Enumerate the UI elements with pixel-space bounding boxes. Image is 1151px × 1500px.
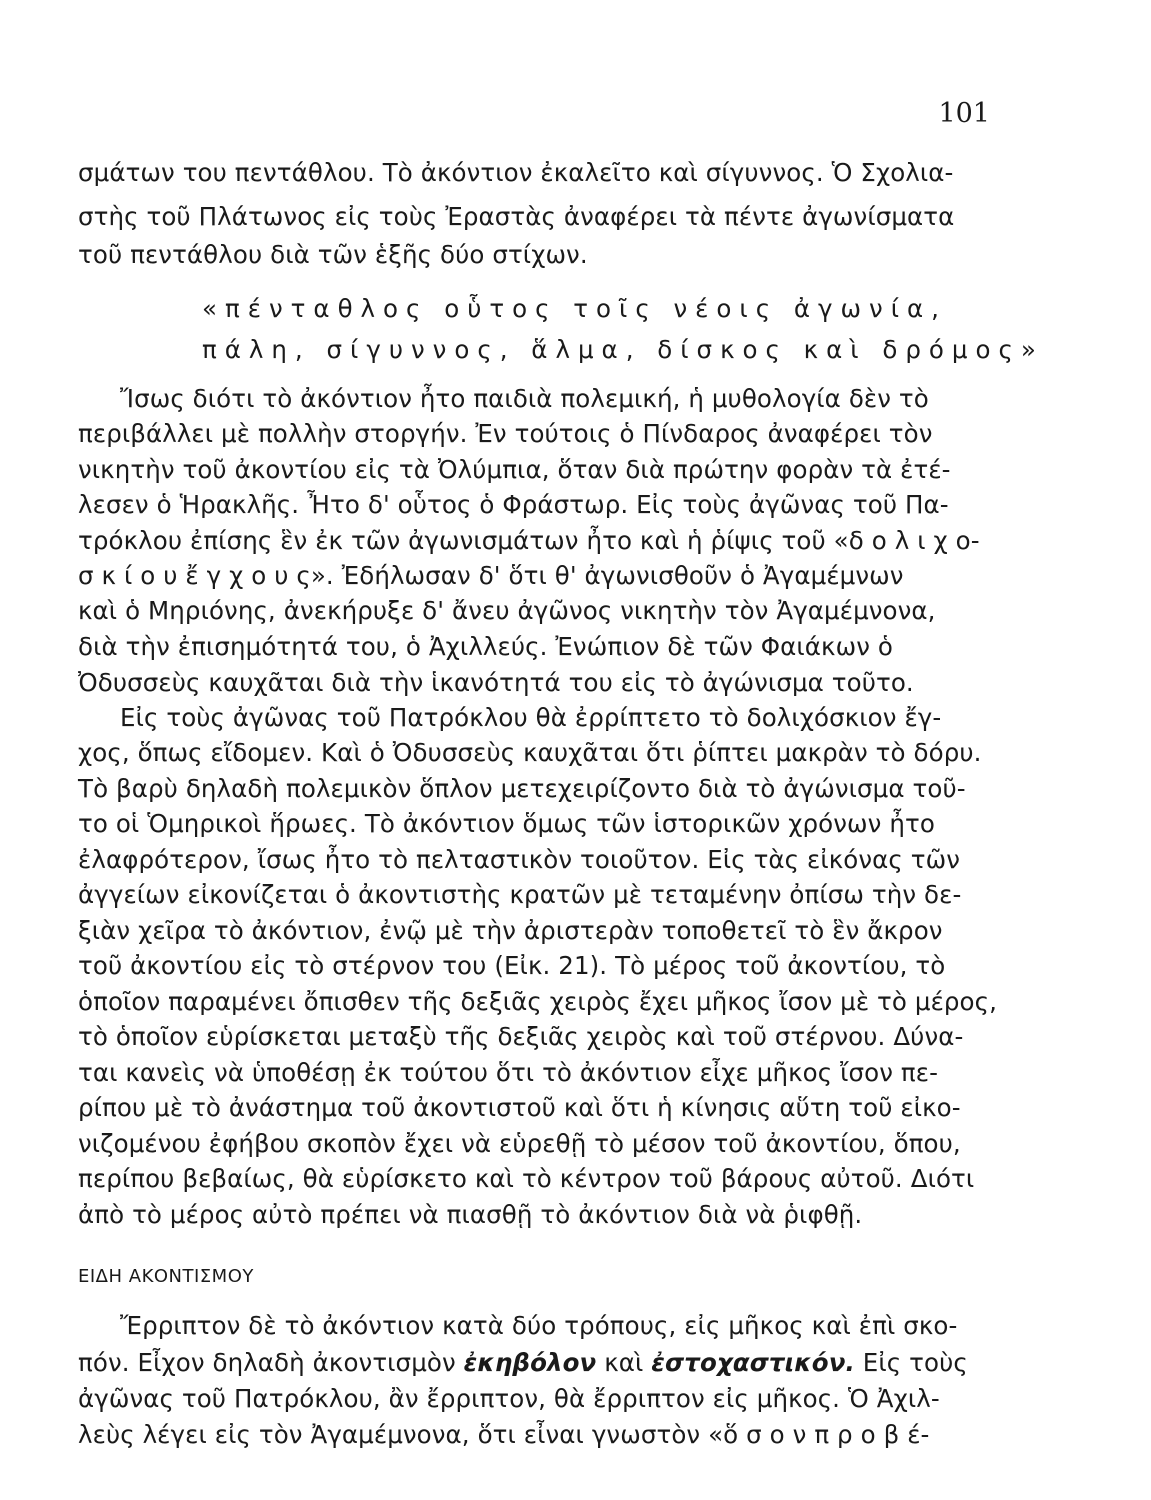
text-line: νιζομένου ἐφήβου σκοπὸν ἔχει νὰ εὑρεθῇ τὸ μέσον τοῦ ἀκοντίου, ὅπου,	[78, 1129, 961, 1158]
text-fragment: Εἰς τοὺς	[854, 1348, 968, 1377]
text-line: περίπου βεβαίως, θὰ εὑρίσκετο καὶ τὸ κέντρον τοῦ βάρους αὐτοῦ. Διότι	[78, 1164, 975, 1193]
text-line: ἀπὸ τὸ μέρος αὐτὸ πρέπει νὰ πιασθῇ τὸ ἀκόντιον διὰ νὰ ῥιφθῇ.	[78, 1200, 863, 1229]
page-number: 101	[938, 98, 990, 129]
text-line: Ὀδυσσεὺς καυχᾶται διὰ τὴν ἱκανότητά του εἰς τὸ ἀγώνισμα τοῦτο.	[78, 668, 914, 697]
text-line: Εἰς τοὺς ἀγῶνας τοῦ Πατρόκλου θὰ ἐρρίπτετο τὸ δολιχόσκιον ἔγ-	[120, 703, 942, 732]
text-line: λεσεν ὁ Ἡρακλῆς. Ἦτο δ' οὗτος ὁ Φράστωρ. Εἰς τοὺς ἀγῶνας τοῦ Πα-	[78, 490, 949, 519]
text-line: Ἔρριπτον δὲ τὸ ἀκόντιον κατὰ δύο τρόπους, εἰς μῆκος καὶ ἐπὶ σκο-	[120, 1311, 958, 1340]
text-line: το οἱ Ὁμηρικοὶ ἥρωες. Τὸ ἀκόντιον ὅμως τῶν ἱστορικῶν χρόνων ἦτο	[78, 809, 935, 838]
text-line: καὶ ὁ Μηριόνης, ἀνεκήρυξε δ' ἄνευ ἀγῶνος νικητὴν τὸν Ἀγαμέμνονα,	[78, 596, 936, 625]
section-heading: ΕΙΔΗ ΑΚΟΝΤΙΣΜΟΥ	[78, 1266, 254, 1287]
text-line: ὁποῖον παραμένει ὄπισθεν τῆς δεξιᾶς χειρὸς ἔχει μῆκος ἴσον μὲ τὸ μέρος,	[78, 987, 998, 1016]
text-line: διὰ τὴν ἐπισημότητά του, ὁ Ἀχιλλεύς. Ἐνώπιον δὲ τῶν Φαιάκων ὁ	[78, 632, 893, 661]
text-line: περιβάλλει μὲ πολλὴν στοργήν. Ἐν τούτοις ὁ Πίνδαρος ἀναφέρει τὸν	[78, 419, 933, 448]
text-line: τοῦ ἀκοντίου εἰς τὸ στέρνον του (Εἰκ. 21). Τὸ μέρος τοῦ ἀκοντίου, τὸ	[78, 951, 946, 980]
text-line: ἀγῶνας τοῦ Πατρόκλου, ἂν ἔρριπτον, θὰ ἔρριπτον εἰς μῆκος. Ὁ Ἀχιλ-	[78, 1384, 940, 1413]
text-line: τὸ ὁποῖον εὑρίσκεται μεταξὺ τῆς δεξιᾶς χειρὸς καὶ τοῦ στέρνου. Δύνα-	[78, 1022, 964, 1051]
text-fragment: πόν. Εἶχον δηλαδὴ ἀκοντισμὸν	[78, 1348, 464, 1377]
text-line: λεὺς λέγει εἰς τὸν Ἀγαμέμνονα, ὅτι εἶναι γνωστὸν «ὅ σ ο ν π ρ ο β έ-	[78, 1420, 930, 1449]
text-line: Ἴσως διότι τὸ ἀκόντιον ἦτο παιδιὰ πολεμική, ἡ μυθολογία δὲν τὸ	[120, 384, 929, 413]
text-line: ἀγγείων εἰκονίζεται ὁ ἀκοντιστὴς κρατῶν μὲ τεταμένην ὀπίσω τὴν δε-	[78, 880, 962, 909]
verse-line: «πένταθλος οὗτος τοῖς νέοις ἀγωνία,	[202, 294, 947, 323]
text-line: σ κ ί ο υ ἔ γ χ ο υ ς». Ἐδήλωσαν δ' ὅτι θ' ἀγωνισθοῦν ὁ Ἀγαμέμνων	[78, 561, 904, 590]
text-line: τοῦ πεντάθλου διὰ τῶν ἑξῆς δύο στίχων.	[78, 240, 588, 269]
emphasis-term: ἐκηβόλον	[463, 1348, 597, 1377]
text-line: χος, ὅπως εἴδομεν. Καὶ ὁ Ὀδυσσεὺς καυχᾶται ὅτι ῥίπτει μακρὰν τὸ δόρυ.	[78, 738, 982, 767]
text-line: Τὸ βαρὺ δηλαδὴ πολεμικὸν ὅπλον μετεχειρίζοντο διὰ τὸ ἀγώνισμα τοῦ-	[78, 774, 966, 803]
text-fragment: καὶ	[596, 1348, 652, 1377]
text-line: ξιὰν χεῖρα τὸ ἀκόντιον, ἐνῷ μὲ τὴν ἀριστερὰν τοποθετεῖ τὸ ἓν ἄκρον	[78, 916, 943, 945]
text-line: ρίπου μὲ τὸ ἀνάστημα τοῦ ἀκοντιστοῦ καὶ ὅτι ἡ κίνησις αὕτη τοῦ εἰκο-	[78, 1093, 961, 1122]
emphasis-term: ἐστοχαστικόν.	[651, 1348, 855, 1377]
text-line: ται κανεὶς νὰ ὑποθέσῃ ἐκ τούτου ὅτι τὸ ἀκόντιον εἶχε μῆκος ἴσον πε-	[78, 1058, 939, 1087]
text-line: στὴς τοῦ Πλάτωνος εἰς τοὺς Ἐραστὰς ἀναφέρει τὰ πέντε ἀγωνίσματα	[78, 202, 955, 231]
verse-line: πάλη, σίγυννος, ἅλμα, δίσκος καὶ δρόμος»	[202, 335, 1044, 364]
text-line: νικητὴν τοῦ ἀκοντίου εἰς τὰ Ὀλύμπια, ὅταν διὰ πρώτην φορὰν τὰ ἐτέ-	[78, 455, 951, 484]
text-line	[78, 1348, 990, 1378]
text-line: τρόκλου ἐπίσης ἓν ἐκ τῶν ἀγωνισμάτων ἦτο καὶ ἡ ῥίψις τοῦ «δ ο λ ι χ ο-	[78, 526, 980, 555]
text-line: σμάτων του πεντάθλου. Τὸ ἀκόντιον ἐκαλεῖτο καὶ σίγυννος. Ὁ Σχολια-	[78, 158, 954, 187]
text-line: ἐλαφρότερον, ἴσως ἦτο τὸ πελταστικὸν τοιοῦτον. Εἰς τὰς εἰκόνας τῶν	[78, 845, 961, 874]
